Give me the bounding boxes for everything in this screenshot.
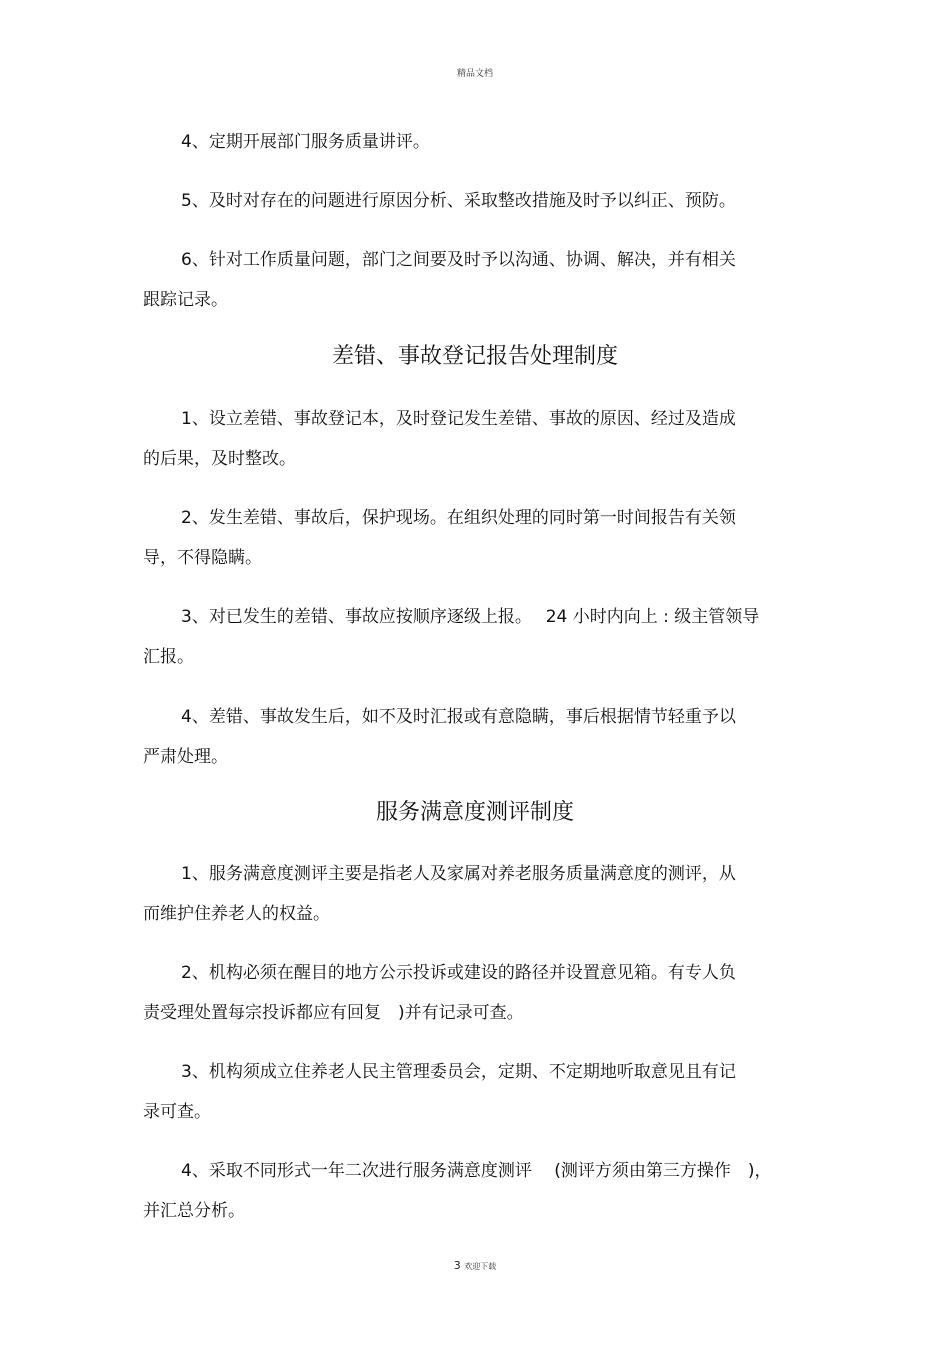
paragraph-line: 4、差错、事故发生后，如不及时汇报或有意隐瞒，事后根据情节轻重予以 (181, 707, 736, 727)
paragraph-line: 4、采取不同形式一年二次进行服务满意度测评 (测评方须由第三方操作 )， (181, 1161, 772, 1181)
page-header: 精品文档 (456, 69, 493, 79)
paragraph-line: 3、对已发生的差错、事故应按顺序逐级上报。 24 小时内向上 : 级主管领导 (181, 607, 760, 627)
paragraph-line: 责受理处置每宗投诉都应有回复 )并有记录可查。 (143, 1003, 524, 1023)
page-number: 3 (453, 1259, 461, 1272)
section-title: 差错、事故登记报告处理制度 (331, 344, 618, 369)
footer-note: 欢迎下载 (464, 1262, 497, 1271)
paragraph-line: 2、发生差错、事故后，保护现场。在组织处理的同时第一时间报告有关领 (181, 508, 736, 528)
paragraph-line: 录可查。 (143, 1102, 211, 1122)
paragraph-line: 严肃处理。 (143, 747, 228, 767)
paragraph-line: 1、服务满意度测评主要是指老人及家属对养老服务质量满意度的测评，从 (181, 864, 736, 884)
paragraph-line: 的后果，及时整改。 (143, 449, 296, 469)
section-title: 服务满意度测评制度 (375, 800, 574, 825)
paragraph-line: 2、机构必须在醒目的地方公示投诉或建设的路径并设置意见箱。有专人负 (181, 963, 736, 983)
paragraph-line: 导，不得隐瞒。 (143, 548, 262, 568)
paragraph-line: 6、针对工作质量问题，部门之间要及时予以沟通、协调、解决，并有相关 (181, 250, 736, 270)
paragraph-line: 4、定期开展部门服务质量讲评。 (181, 132, 430, 152)
paragraph-line: 1、设立差错、事故登记本，及时登记发生差错、事故的原因、经过及造成 (181, 409, 736, 429)
paragraph-line: 5、及时对存在的问题进行原因分析、采取整改措施及时予以纠正、预防。 (181, 191, 736, 211)
paragraph-line: 3、机构须成立住养老人民主管理委员会，定期、不定期地听取意见且有记 (181, 1062, 736, 1082)
paragraph-line: 而维护住养老人的权益。 (143, 904, 330, 924)
paragraph-line: 并汇总分析。 (143, 1201, 245, 1221)
paragraph-line: 跟踪记录。 (143, 290, 228, 310)
paragraph-line: 汇报。 (143, 647, 194, 667)
page-footer (0, 1259, 950, 1272)
